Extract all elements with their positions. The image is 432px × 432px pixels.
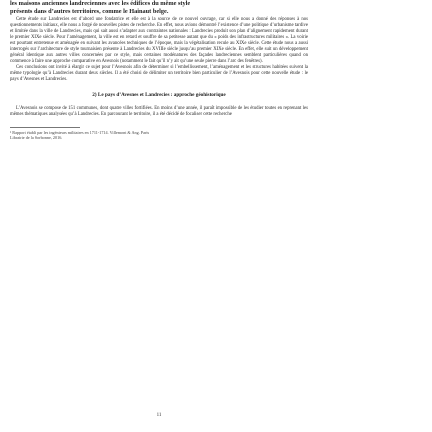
document-page xyxy=(10,0,308,432)
text-line: nouvelle étude : le pays d’Avesnes et Landrecies. xyxy=(10,71,309,83)
text-line: L’Avesnois se compose de 151 communes, dont quatre villes xyxy=(16,106,134,112)
footnote-line: Librairie de la Sorbonne, 2016. xyxy=(10,135,63,141)
text-line: toutes en reprenant les mêmes thématiques analysées qu’à Landrecies. xyxy=(10,106,309,118)
text-line: Ces conclusions ont invité à élargir ce sujet pour l’Avesnois afin de xyxy=(16,64,147,70)
footnote-divider xyxy=(10,127,80,128)
text-line: recherche. En effet, nous avions démontré l’existence d’une politique xyxy=(136,22,269,28)
text-line: sait aussi s’adapter aux contraintes nationales : Landrecies produit son xyxy=(100,28,236,34)
text-line: à Landrecies du XVIIIe siècle jusqu’au premier XIXe siècle. En effet, xyxy=(120,46,255,52)
text-line: entretenue et aménagée en suivant les avancées techniques de xyxy=(34,40,154,46)
text-line: de ce nouvel ouvrage, car si elle nous a donné des réponses à nos xyxy=(172,16,308,22)
text-line: questionnements initiaux, elle nous a forgé de nouvelles pistes de xyxy=(10,22,135,28)
heading-line: présents dans d’autres territoires, comme le Hainaut belge. xyxy=(10,7,169,15)
text-line: d’urbanisme tardive et limitée dans la ville de Landrecies, mais qui xyxy=(10,22,309,34)
text-line: nous a aussi interrogés sur l’architecture de style tournaisien présente xyxy=(10,40,309,52)
heading-line: les maisons anciennes landreciennes avec les édifices du même style xyxy=(10,0,191,7)
text-line: fortifiées. En moins d’une année, il paraît impossible de les étudier xyxy=(134,106,264,112)
text-line: elle suit un développement général identique aux autres villes xyxy=(10,46,309,58)
paragraph-avesnois xyxy=(10,106,308,118)
footnote xyxy=(10,130,308,140)
text-line: qu’une seule pierre dans l’arc des fenêtres). xyxy=(180,58,263,64)
heading-text xyxy=(10,0,308,16)
text-line: déterminer si l’embellissement, l’aménagement et les structures habitées xyxy=(148,64,288,70)
text-line: suivent la même typologie qu’à Landrecies durant deux siècles. Il a été xyxy=(10,64,309,77)
text-line: l’époque, mais la végétalisation recule au XIXe siècle. Cette étude xyxy=(154,40,284,46)
footnote-line: ¹ Rapport établi par les ingénieurs militaires en 1711-1714. Villemont & Ang. Paris xyxy=(10,130,150,136)
text-line: approche comparative en Avesnois (notamment le fait qu’il n’y ait xyxy=(53,58,179,64)
section-title: 2) Le pays d’Avesnes et Landrecies : approche géohistorique xyxy=(92,92,226,99)
text-line: que du « poids des infrastructures militaires ». La voirie est pourtant xyxy=(10,34,309,46)
text-line: l’aménagement, la ville est en retard et souffre de sa petitesse autant xyxy=(66,34,199,40)
page-number: 11 xyxy=(156,413,162,418)
text-line: landreciennes semblent particulières quand on commence à faire une xyxy=(10,52,309,64)
text-line: choisi de délimiter un territoire bien particulier de l’Avesnois pour cette xyxy=(130,71,271,77)
text-line: concernées par ce style, mais certaines modénatures des façades xyxy=(81,52,214,58)
paragraph-conclusions xyxy=(10,65,308,83)
text-line: Cette étude sur Landrecies est d’abord une fondatrice et elle est à la source xyxy=(16,16,171,22)
paragraph-landrecies-study xyxy=(10,17,308,65)
text-line: plan d’alignement rapidement durant le premier XIXe siècle. Pour xyxy=(10,28,308,40)
text-line: En parcourant le territoire, il a été décidé de focaliser cette recherche xyxy=(101,112,232,118)
